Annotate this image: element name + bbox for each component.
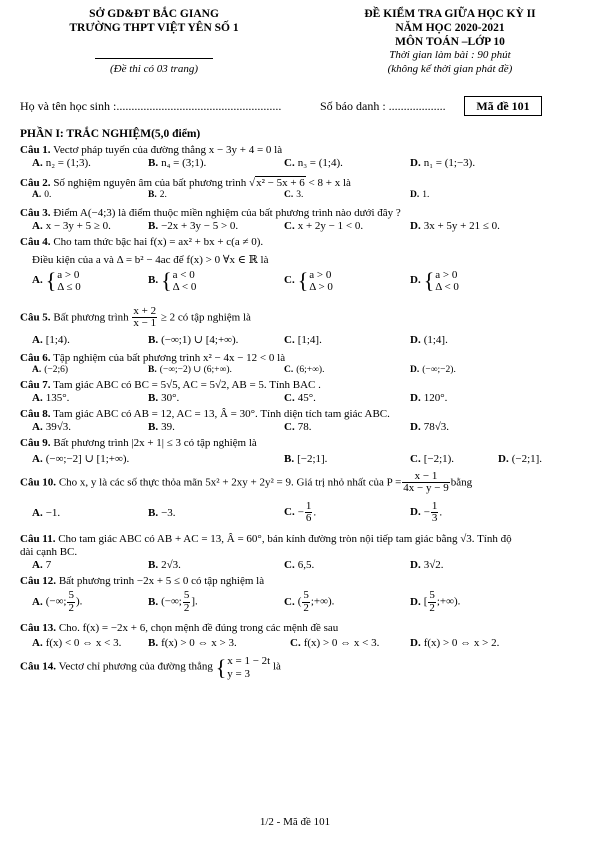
question-number: Câu 10. xyxy=(20,476,57,489)
option-b[interactable]: B. n₄ = (3;1). xyxy=(148,156,207,169)
option-d[interactable]: D. − $\frac{1}{3}$ . xyxy=(410,499,443,525)
question-text: Cho tam thức bậc hai f(x) = ax² + bx + c(a ≠ 0). xyxy=(53,236,264,249)
question-number: Câu 5. xyxy=(20,311,51,324)
pages-note: (Đề thi có 03 trang) xyxy=(110,62,198,75)
question-number: Câu 8. xyxy=(20,408,51,421)
department-name: SỞ GD&ĐT BẮC GIANG xyxy=(89,8,219,20)
option-d[interactable]: D. (−2;1]. xyxy=(498,452,543,465)
option-b[interactable]: B. 39. xyxy=(148,421,175,434)
option-a[interactable]: A. (−2;6) xyxy=(32,365,69,376)
question-text: Bất phương trình −2x + 5 ≤ 0 có tập nghiệm là xyxy=(58,575,265,588)
option-c[interactable]: C. {a > 0 Δ > 0 xyxy=(284,267,333,293)
option-c[interactable]: C. [−2;1). xyxy=(410,452,455,465)
option-b[interactable]: B. (−∞;1) ∪ [4;+∞). xyxy=(148,333,239,346)
school-year: NĂM HỌC 2020-2021 xyxy=(395,21,505,34)
question-text-2: dài cạnh BC. xyxy=(20,545,78,558)
option-b[interactable]: B. −2x + 3y − 5 > 0. xyxy=(148,220,239,233)
option-d[interactable]: D. [ $\frac{5}{2}$ ;+∞). xyxy=(410,589,461,614)
question-number: Câu 3. xyxy=(20,207,51,220)
header-left xyxy=(34,8,274,76)
question-number: Câu 7. xyxy=(20,379,51,392)
option-d[interactable]: D. (−∞;−2). xyxy=(410,365,456,376)
option-c[interactable]: C. 78. xyxy=(284,421,312,434)
student-name-field[interactable]: Họ và tên học sinh :....................................................... xyxy=(20,99,282,113)
option-c[interactable]: C. 3. xyxy=(284,190,304,201)
equation-system: x = 1 − 2t y = 3 xyxy=(227,655,271,680)
time-note: (không kể thời gian phát đề) xyxy=(387,62,513,75)
question-1 xyxy=(20,144,576,174)
option-b[interactable]: B. −3. xyxy=(148,506,176,519)
option-d[interactable]: D. f(x) > 0 ⇔ x > 2. xyxy=(410,637,500,650)
header-divider xyxy=(95,58,213,59)
option-c[interactable]: C. x + 2y − 1 < 0. xyxy=(284,220,364,233)
question-text: Vectơ pháp tuyến của đường thẳng x − 3y + 4 = 0 là xyxy=(53,143,283,156)
question-text: Tập nghiệm của bất phương trình x² − 4x − 12 < 0 là xyxy=(53,351,286,364)
option-d[interactable]: D. 120°. xyxy=(410,392,448,405)
option-c[interactable]: C. 6,5. xyxy=(284,559,315,572)
option-c[interactable]: C. [1;4]. xyxy=(284,333,322,346)
school-name: TRƯỜNG THPT VIỆT YÊN SỐ 1 xyxy=(69,21,239,34)
option-a[interactable]: A. n₂ = (1;3). xyxy=(32,156,91,169)
question-10: Câu 10. Cho x, y là các số thực thỏa mãn 5x² + 2xy + 2y² = 9. Giá trị nhỏ nhất của P = $\frac{x - 1}{4x - y - 9}$ bằng A. −1. B. −3. C. − $\frac{1}{6}$ . D. − $\frac{1}{3}$ . xyxy=(20,469,473,525)
question-text: Bất phương trình xyxy=(53,311,129,324)
option-a[interactable]: A. f(x) < 0 ⇔ x < 3. xyxy=(32,637,122,650)
option-d[interactable]: D. (1;4]. xyxy=(410,333,448,346)
option-a[interactable]: A. 39√3. xyxy=(32,421,71,434)
option-d[interactable]: D. 3√2. xyxy=(410,559,444,572)
question-text-2: Điều kiện của a và Δ = b² − 4ac để f(x) > 0 ∀x ∈ ℝ là xyxy=(32,253,269,266)
question-number: Câu 11. xyxy=(20,532,56,545)
exam-content xyxy=(20,128,576,680)
question-5: Câu 5. Bất phương trình $\frac{x + 2}{x - 1}$ ≥ 2 có tập nghiệm là A. [1;4). B. (−∞;1) ∪ [4;+∞). C. [1;4]. D. (1;4]. xyxy=(20,304,448,346)
question-number: Câu 14. xyxy=(20,661,57,674)
question-8 xyxy=(20,408,576,437)
question-14: Câu 14. Vectơ chỉ phương của đường thẳng {x = 1 − 2t y = 3 là xyxy=(20,654,281,680)
option-d[interactable]: D. 1. xyxy=(410,190,430,201)
radical: x² − 5x + 6 xyxy=(256,176,305,189)
page-footer: 1/2 - Mã đề 101 xyxy=(259,816,331,828)
option-a[interactable]: A. 7 xyxy=(32,559,52,572)
option-a[interactable]: A. [1;4). xyxy=(32,333,70,346)
question-number: Câu 1. xyxy=(20,143,51,156)
option-c[interactable]: C. ( $\frac{5}{2}$ ;+∞). xyxy=(284,589,335,614)
question-3 xyxy=(20,207,576,236)
option-b[interactable]: B. 2√3. xyxy=(148,559,181,572)
option-c[interactable]: C. n₃ = (1;4). xyxy=(284,156,343,169)
question-text: Điểm A(−4;3) là điểm thuộc miền nghiệm của bất phương trình nào dưới đây ? xyxy=(53,207,401,220)
fraction: $\frac{x - 1}{4x - y - 9}$ xyxy=(403,469,449,495)
option-b[interactable]: B. 2. xyxy=(148,190,167,201)
option-a[interactable]: A. (−∞; $\frac{5}{2}$ ). xyxy=(32,589,83,614)
question-number: Câu 2. xyxy=(20,176,51,189)
question-number: Câu 12. xyxy=(20,575,57,588)
question-number: Câu 4. xyxy=(20,236,51,249)
option-d[interactable]: D. 78√3. xyxy=(410,421,449,434)
question-9 xyxy=(20,437,576,470)
exam-title: ĐỀ KIỂM TRA GIỮA HỌC KỲ II xyxy=(364,8,536,20)
question-12 xyxy=(20,575,576,622)
question-text: Bất phương trình |2x + 1| ≤ 3 có tập nghiệm là xyxy=(53,437,257,450)
option-c[interactable]: C. (6;+∞). xyxy=(284,365,325,376)
option-c[interactable]: C. 45°. xyxy=(284,392,316,405)
option-c[interactable]: C. f(x) > 0 ⇔ x < 3. xyxy=(290,637,380,650)
option-a[interactable]: A. x − 3y + 5 ≥ 0. xyxy=(32,220,111,233)
question-number: Câu 9. xyxy=(20,437,51,450)
option-a[interactable]: A. 0. xyxy=(32,190,52,201)
option-a[interactable]: A. {a > 0 Δ ≤ 0 xyxy=(32,267,81,293)
option-b[interactable]: B. (−∞;−2) ∪ (6;+∞). xyxy=(148,365,232,376)
exam-code-box: Mã đề 101 xyxy=(464,96,542,116)
question-text: Số nghiệm nguyên âm của bất phương trình xyxy=(53,176,247,189)
option-a[interactable]: A. (−∞;−2] ∪ [1;+∞). xyxy=(32,452,130,465)
header-right xyxy=(330,8,570,76)
student-id-field[interactable]: Số báo danh : ................... xyxy=(320,99,446,113)
fraction: $\frac{x + 2}{x - 1}$ xyxy=(133,304,157,330)
option-b[interactable]: B. 30°. xyxy=(148,392,180,405)
option-b[interactable]: B. [−2;1]. xyxy=(284,452,328,465)
question-number: Câu 6. xyxy=(20,351,51,364)
subject: MÔN TOÁN –LỚP 10 xyxy=(395,35,505,48)
question-7 xyxy=(20,379,576,408)
question-text: Vectơ chỉ phương của đường thẳng xyxy=(58,661,213,674)
question-text: Cho tam giác ABC có AB + AC = 13, Â = 60°, bán kính đường tròn nội tiếp tam giác bằng √3. Tính độ xyxy=(58,532,512,545)
option-a[interactable]: A. 135°. xyxy=(32,392,70,405)
option-b[interactable]: B. {a < 0 Δ < 0 xyxy=(148,267,197,293)
question-number: Câu 13. xyxy=(20,622,57,635)
option-d[interactable]: D. n₁ = (1;−3). xyxy=(410,156,476,169)
question-text: Cho. f(x) = −2x + 6, chọn mệnh đề đúng trong các mệnh đề sau xyxy=(58,622,339,635)
question-text: Tam giác ABC có AB = 12, AC = 13, Â = 30°. Tính diện tích tam giác ABC. xyxy=(53,408,390,421)
option-a[interactable]: A. −1. xyxy=(32,506,61,519)
question-text: Cho x, y là các số thực thỏa mãn 5x² + 2xy + 2y² = 9. Giá trị nhỏ nhất của P = xyxy=(58,476,402,489)
question-2: Câu 2. Số nghiệm nguyên âm của bất phương trình √x² − 5x + 6 < 8 + x là A. 0. B. 2. C. 3. D. 1. xyxy=(20,176,430,201)
question-6 xyxy=(20,352,576,379)
option-d[interactable]: D. 3x + 5y + 21 ≤ 0. xyxy=(410,220,500,233)
question-text: Tam giác ABC có BC = 5√5, AC = 5√2, AB = 5. Tính BAC . xyxy=(53,379,321,392)
student-info-row xyxy=(20,96,580,116)
exam-time: Thời gian làm bài : 90 phút xyxy=(389,49,511,62)
option-b[interactable]: B. (−∞; $\frac{5}{2}$ ]. xyxy=(148,589,198,614)
question-13 xyxy=(20,622,576,655)
part-heading: PHẦN I: TRẮC NGHIỆM(5,0 điểm) xyxy=(20,128,201,140)
question-11 xyxy=(20,533,576,575)
question-4 xyxy=(20,236,576,302)
option-d[interactable]: D. {a > 0 Δ < 0 xyxy=(410,267,459,293)
option-c[interactable]: C. − $\frac{1}{6}$ . xyxy=(284,499,317,525)
option-b[interactable]: B. f(x) > 0 ⇔ x > 3. xyxy=(148,637,237,650)
